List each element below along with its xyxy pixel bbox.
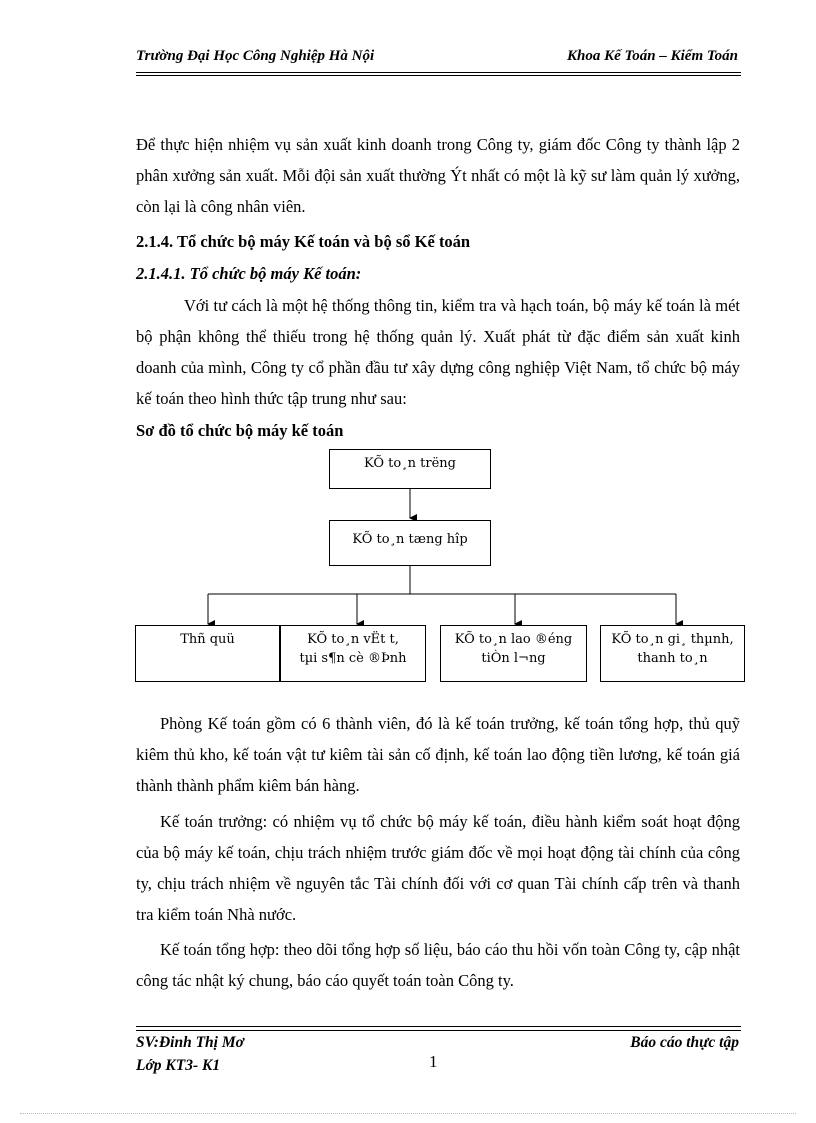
- intro-paragraph: Để thực hiện nhiệm vụ sản xuất kinh doanh trong Công ty, giám đốc Công ty thành lập 2 phân xưởng sản xuất. Mỗi đội sản xuất thường Ýt nhất có một là kỹ sư làm quản lý xưởng, còn lại là công nhân viên.: [136, 135, 740, 216]
- materials-accountant-label: KÕ to¸n vËt t, tµi s¶n cè ®Þnh: [299, 632, 407, 666]
- paragraph-chief-duties: Kế toán trưởng: có nhiệm vụ tổ chức bộ máy kế toán, điều hành kiểm soát hoạt động của bộ máy kế toán, chịu trách nhiệm trước giám đốc về mọi hoạt động tài chính của công ty, chịu trách nhiệm về nguyên tắc Tài chính đối với cơ quan Tài chính cấp trên và thanh tra kiểm toán Nhà nước.: [136, 812, 740, 924]
- header-faculty: Khoa Kế Toán – Kiểm Toán: [566, 48, 738, 64]
- cost-accountant-box: [600, 625, 745, 682]
- chief-accountant-label: KÕ to¸n trëng: [363, 456, 457, 471]
- chief-accountant-box: [329, 449, 491, 489]
- page-edge: [20, 1113, 796, 1114]
- header-school: Trường Đại Học Công Nghiệp Hà Nội: [136, 48, 375, 64]
- footer-rule-2: [136, 1030, 741, 1031]
- section-heading: 2.1.4. Tổ chức bộ máy Kế toán và bộ sổ Kế toán: [136, 232, 471, 251]
- footer-class: Lớp KT3- K1: [136, 1057, 221, 1074]
- general-accountant-box: [329, 520, 491, 566]
- treasurer-label: Thñ quü: [180, 632, 235, 647]
- paragraph-general-duties: Kế toán tổng hợp: theo dõi tổng hợp số liệu, báo cáo thu hồi vốn toàn Công ty, cập nhật công tác nhật ký chung, báo cáo quyết toán toàn Công ty.: [136, 940, 740, 990]
- footer-rule: [136, 1026, 741, 1027]
- cost-accountant-label: KÕ to¸n gi¸ thµnh, thanh to¸n: [611, 632, 734, 666]
- footer-student: SV:Đinh Thị Mơ: [136, 1034, 244, 1051]
- diagram-title: Sơ đồ tổ chức bộ máy kế toán: [136, 421, 344, 440]
- treasurer-box: [135, 625, 280, 682]
- labor-accountant-label: KÕ to¸n lao ®éng tiÒn l¬ng: [454, 632, 573, 666]
- labor-accountant-box: [440, 625, 587, 682]
- general-accountant-label: KÕ to¸n tæng hîp: [352, 532, 468, 547]
- paragraph-department: Phòng Kế toán gồm có 6 thành viên, đó là kế toán trưởng, kế toán tổng hợp, thủ quỹ kiêm thủ kho, kế toán vật tư kiêm tài sản cố định, kế toán lao động tiền lương, kế toán giá thành thành phẩm kiêm bán hàng.: [136, 714, 740, 795]
- page-number: 1: [429, 1052, 438, 1071]
- paragraph-accounting-system: Với tư cách là một hệ thống thông tin, kiểm tra và hạch toán, bộ máy kế toán là mét bộ phận không thể thiếu trong hệ thống quản lý. Xuất phát từ đặc điểm sản xuất kinh doanh của mình, Công ty cổ phần đầu tư xây dựng công nghiệp Việt Nam, tổ chức bộ máy kế toán theo hình thức tập trung như sau:: [136, 296, 740, 408]
- materials-accountant-box: [280, 625, 426, 682]
- footer-report: Báo cáo thực tập: [630, 1034, 739, 1051]
- subsection-heading: 2.1.4.1. Tổ chức bộ máy Kế toán:: [136, 264, 362, 283]
